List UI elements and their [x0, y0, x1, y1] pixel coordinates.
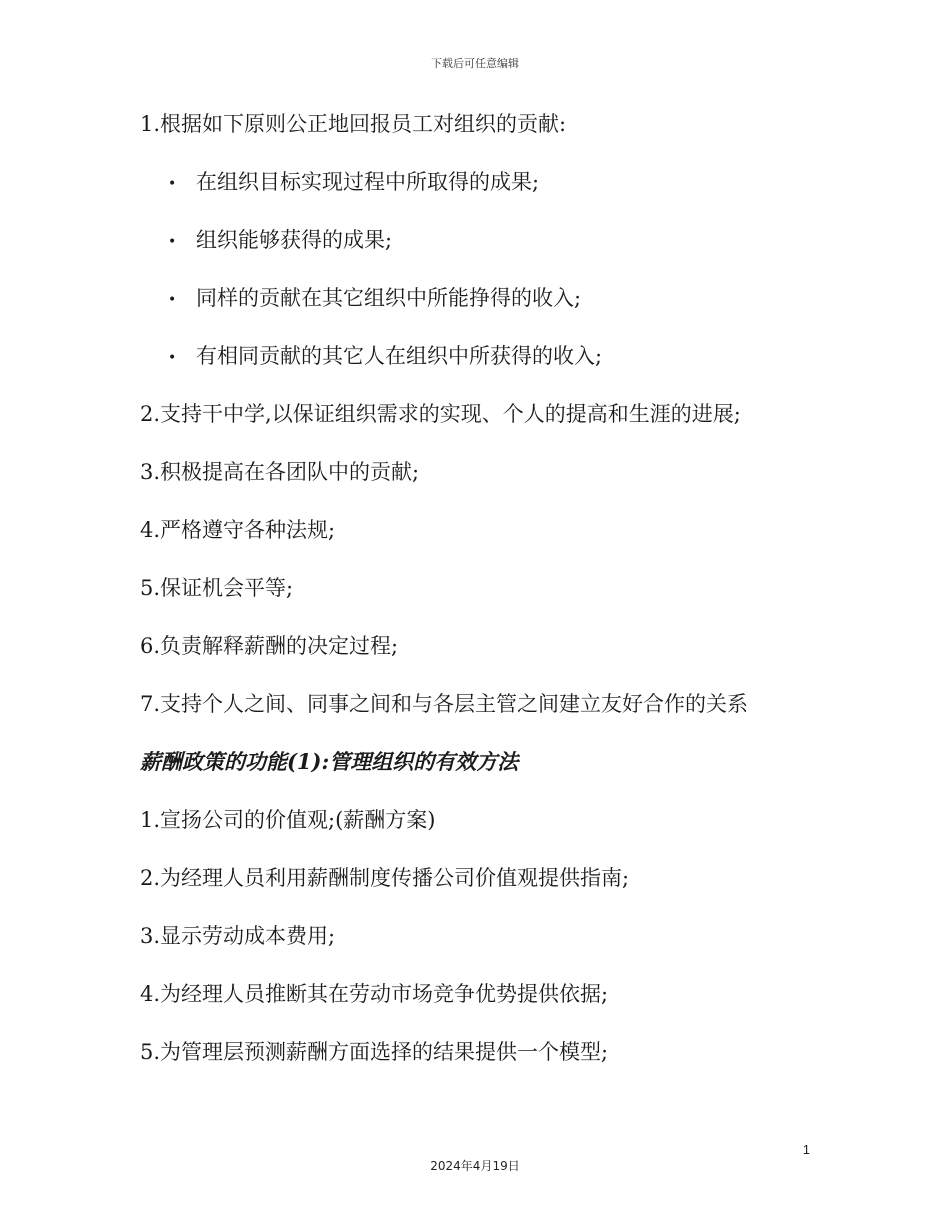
- bullet-icon: •: [168, 175, 177, 192]
- list-item: 3.积极提高在各团队中的贡献;: [140, 460, 420, 484]
- page-header: 下载后可任意编辑: [431, 57, 519, 70]
- bullet-item: [140, 336, 840, 394]
- list-item: 3.显示劳动成本费用;: [140, 924, 336, 948]
- bullet-text: 有相同贡献的其它人在组织中所获得的收入;: [196, 344, 603, 368]
- list-item: 6.负责解释薪酬的决定过程;: [140, 634, 399, 658]
- list-item: 2.为经理人员利用薪酬制度传播公司价值观提供指南;: [140, 866, 630, 890]
- document-body: [140, 104, 840, 1090]
- list-item: 7.支持个人之间、同事之间和与各层主管之间建立友好合作的关系: [140, 692, 749, 716]
- bullet-text: 在组织目标实现过程中所取得的成果;: [196, 170, 540, 194]
- bullet-icon: •: [168, 349, 177, 366]
- bullet-item: [140, 278, 840, 336]
- list-item: 4.为经理人员推断其在劳动市场竞争优势提供依据;: [140, 982, 609, 1006]
- list-item: 5.为管理层预测薪酬方面选择的结果提供一个模型;: [140, 1040, 609, 1064]
- bullet-item: [140, 220, 840, 278]
- page-footer-date: 2024年4月19日: [430, 1159, 520, 1173]
- list-item: 5.保证机会平等;: [140, 576, 294, 600]
- section2-heading: 薪酬政策的功能(1):管理组织的有效方法: [140, 749, 519, 774]
- bullet-item: [140, 162, 840, 220]
- list-item: 4.严格遵守各种法规;: [140, 518, 336, 542]
- page-number: 1: [802, 1142, 810, 1157]
- list-item: 2.支持干中学,以保证组织需求的实现、个人的提高和生涯的进展;: [140, 402, 741, 426]
- bullet-icon: •: [168, 291, 177, 308]
- section1-intro: 1.根据如下原则公正地回报员工对组织的贡献:: [140, 112, 567, 136]
- list-item: 1.宣扬公司的价值观;(薪酬方案): [140, 808, 436, 832]
- bullet-icon: •: [168, 233, 177, 250]
- bullet-text: 组织能够获得的成果;: [196, 228, 393, 252]
- bullet-text: 同样的贡献在其它组织中所能挣得的收入;: [196, 286, 582, 310]
